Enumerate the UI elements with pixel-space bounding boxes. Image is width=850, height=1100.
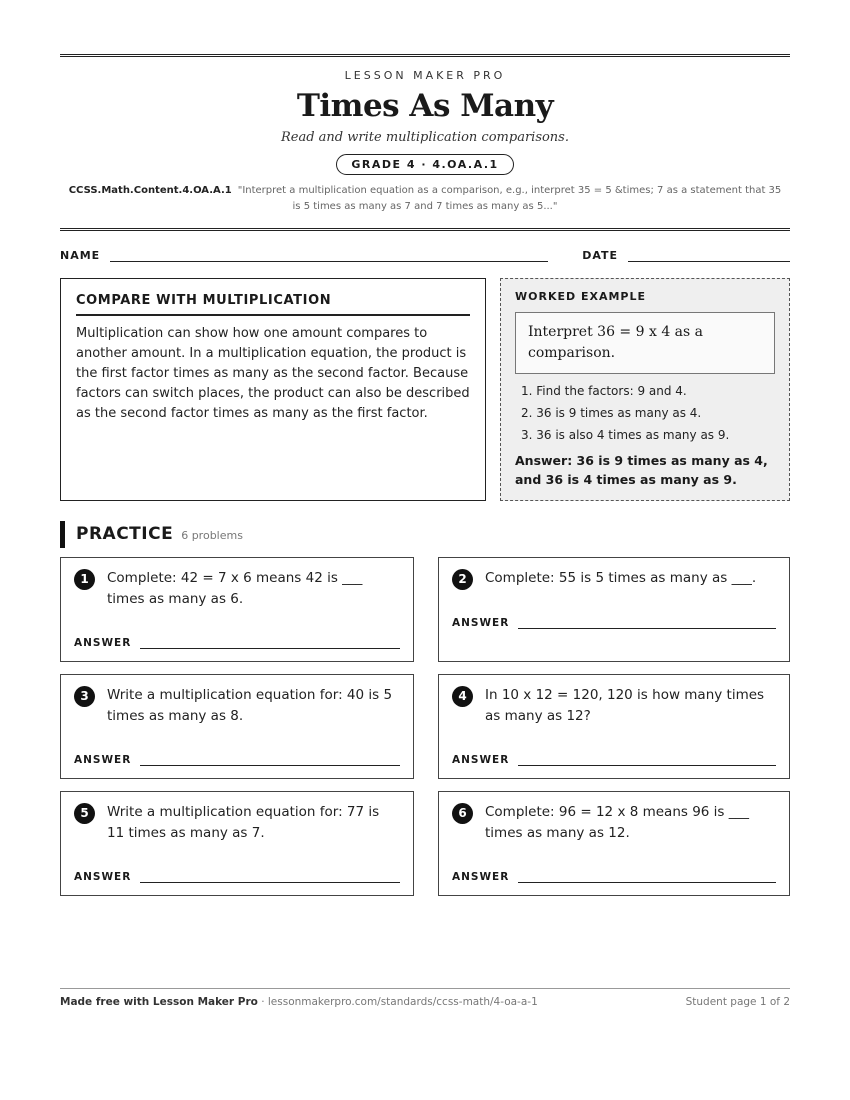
problem-grid — [60, 557, 790, 896]
answer-label: ANSWER — [74, 637, 132, 649]
worksheet-title: Times As Many — [296, 88, 554, 124]
page-footer — [60, 988, 790, 1008]
worked-step: 1. Find the factors: 9 and 4. — [521, 384, 687, 398]
worked-example-prompt: Interpret 36 = 9 x 4 as a comparison. — [515, 312, 775, 374]
problem-number-badge: 6 — [452, 803, 473, 824]
practice-count: 6 problems — [181, 529, 243, 542]
concept-body: Multiplication can show how one amount compares to another amount. In a multiplication equation, the product is the first factor times as many as the second factor. Because factors can switch places, the product can also be described as the second factor times as many as the first factor. — [76, 326, 470, 421]
footer-credit — [60, 996, 538, 1008]
answer-field[interactable] — [140, 875, 400, 883]
answer-label: ANSWER — [74, 871, 132, 883]
brand-name: LESSON MAKER PRO — [344, 69, 506, 82]
answer-row — [74, 754, 400, 766]
worked-example-box — [500, 278, 790, 501]
problem-text: Write a multiplication equation for: 77 is 11 times as many as 7. — [107, 804, 380, 841]
problem-card-6 — [438, 791, 790, 896]
answer-row — [74, 871, 400, 883]
answer-label: ANSWER — [74, 754, 132, 766]
name-label: NAME — [60, 249, 101, 262]
answer-row — [452, 754, 776, 766]
grade-standard-badge: GRADE 4 · 4.OA.A.1 — [336, 154, 513, 175]
problem-card-3 — [60, 674, 414, 779]
problem-text: Complete: 42 = 7 x 6 means 42 is ___ times as many as 6. — [107, 570, 363, 607]
footer-url[interactable]: · lessonmakerpro.com/standards/ccss-math/4-oa-a-1 — [257, 996, 538, 1008]
footer-made-with: Made free with Lesson Maker Pro — [60, 996, 258, 1008]
problem-number-badge: 3 — [74, 686, 95, 707]
date-label: DATE — [582, 249, 618, 262]
answer-row — [74, 637, 400, 649]
standard-description — [60, 183, 790, 215]
student-info-row — [60, 249, 790, 262]
practice-title: PRACTICE — [76, 524, 174, 544]
worked-example-title: WORKED EXAMPLE — [515, 290, 646, 303]
date-field[interactable] — [628, 253, 790, 262]
answer-row — [452, 617, 776, 629]
concept-title: COMPARE WITH MULTIPLICATION — [76, 293, 470, 316]
answer-field[interactable] — [518, 875, 776, 883]
problem-text: Complete: 55 is 5 times as many as ___. — [485, 570, 757, 586]
answer-field[interactable] — [140, 758, 400, 766]
footer-page-number: Student page 1 of 2 — [685, 996, 790, 1008]
worked-example-answer: Answer: 36 is 9 times as many as 4, and 36 is 4 times as many as 9. — [515, 453, 768, 487]
name-field[interactable] — [110, 253, 548, 262]
problem-text: Write a multiplication equation for: 40 is 5 times as many as 8. — [107, 687, 393, 724]
problem-card-4 — [438, 674, 790, 779]
answer-label: ANSWER — [452, 871, 510, 883]
standard-quote: "Interpret a multiplication equation as a comparison, e.g., interpret 35 = 5 &times; 7 as a statement that 35 is 5 times as many as 7 and 7 times as many as 5..." — [237, 185, 782, 212]
problem-number-badge: 4 — [452, 686, 473, 707]
lesson-info-row — [60, 278, 790, 501]
answer-field[interactable] — [518, 758, 776, 766]
concept-box — [60, 278, 486, 501]
answer-label: ANSWER — [452, 617, 510, 629]
answer-field[interactable] — [518, 621, 776, 629]
problem-number-badge: 1 — [74, 569, 95, 590]
answer-field[interactable] — [140, 641, 400, 649]
answer-row — [452, 871, 776, 883]
problem-card-2 — [438, 557, 790, 662]
problem-text: Complete: 96 = 12 x 8 means 96 is ___ times as many as 12. — [485, 804, 750, 841]
worked-step: 3. 36 is also 4 times as many as 9. — [521, 428, 730, 442]
worked-example-steps — [515, 380, 775, 446]
problem-text: In 10 x 12 = 120, 120 is how many times as many as 12? — [485, 687, 765, 724]
standard-code: CCSS.Math.Content.4.OA.A.1 — [68, 185, 232, 196]
header-bottom-rule — [60, 228, 790, 231]
problem-card-1 — [60, 557, 414, 662]
worked-step: 2. 36 is 9 times as many as 4. — [521, 406, 702, 420]
answer-label: ANSWER — [452, 754, 510, 766]
problem-card-5 — [60, 791, 414, 896]
practice-heading — [60, 521, 790, 548]
problem-number-badge: 2 — [452, 569, 473, 590]
worksheet-page — [60, 54, 790, 896]
problem-number-badge: 5 — [74, 803, 95, 824]
worksheet-header — [60, 57, 790, 215]
worksheet-subtitle: Read and write multiplication comparisons. — [281, 130, 569, 145]
